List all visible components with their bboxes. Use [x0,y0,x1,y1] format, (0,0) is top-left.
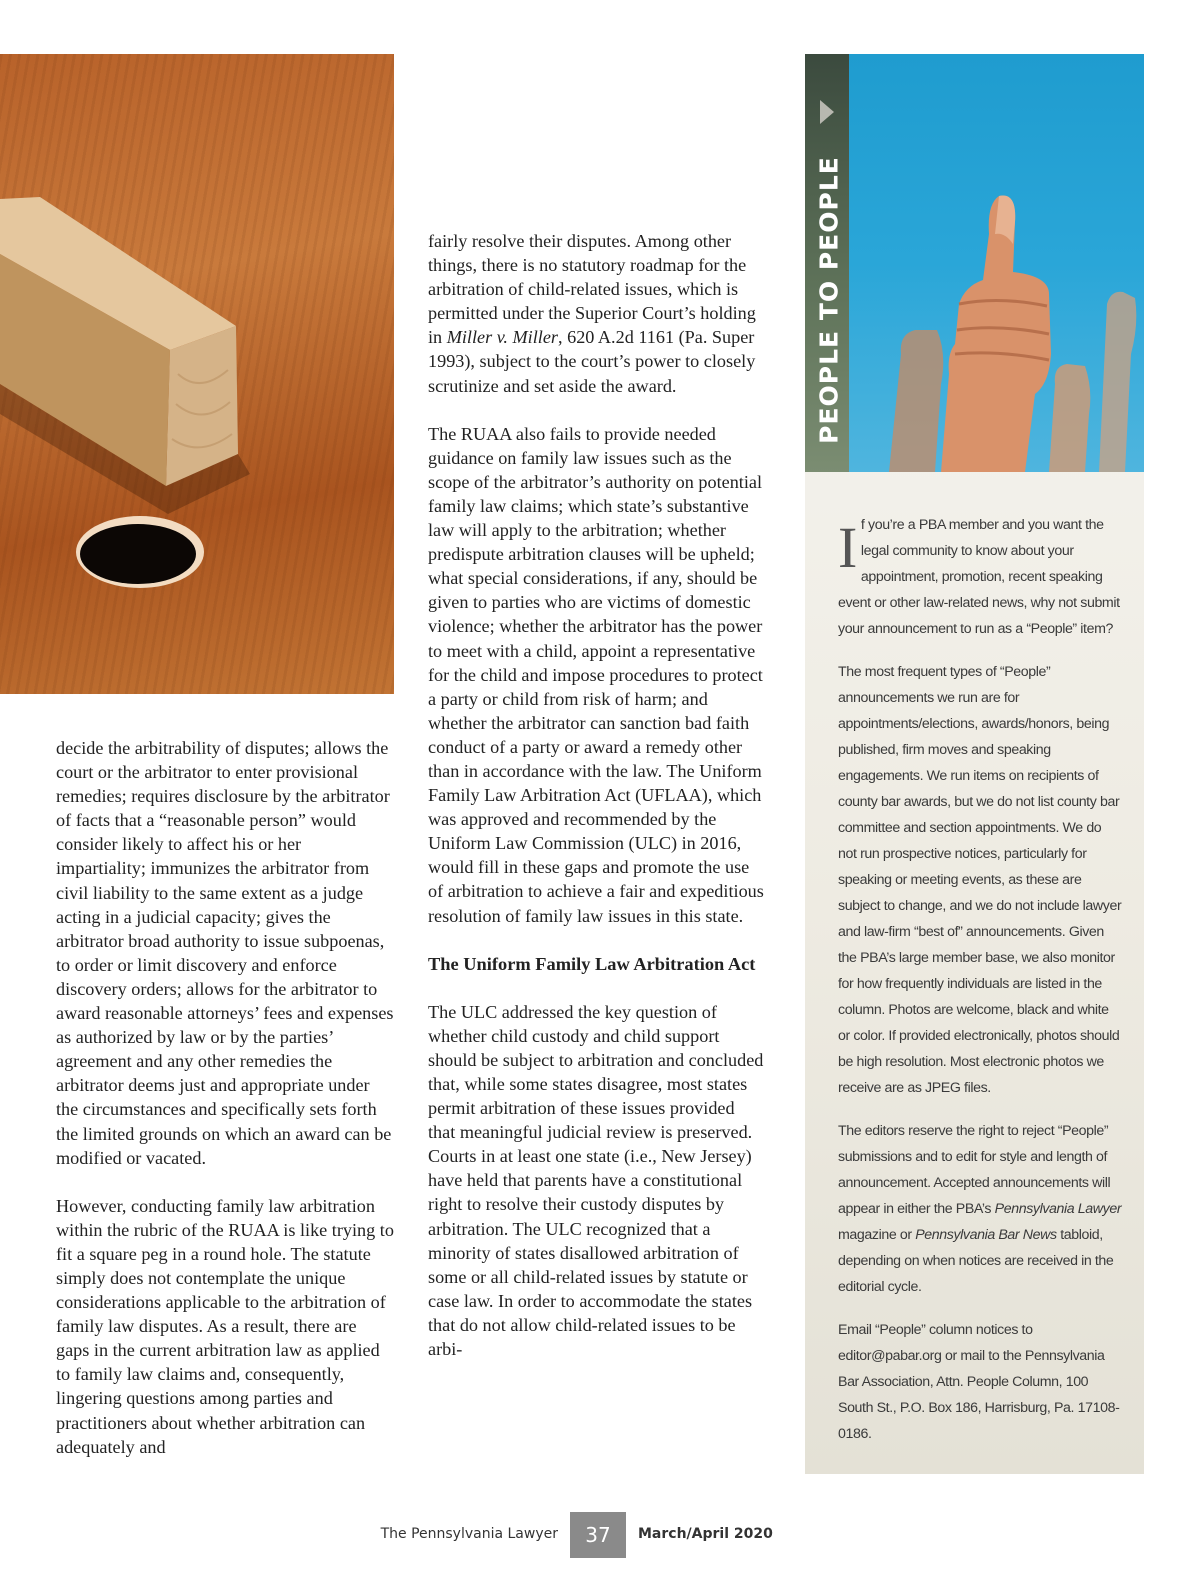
sidebar-paragraph-3-text-c: tabloid, depending on when notices are received in the editorial cycle. [838,1227,1114,1295]
sidebar-paragraph-3-text-b: magazine or [838,1227,916,1243]
sidebar-paragraph-2: The most frequent types of “People” announcements we run are for appointments/elections, awards/honors, being published, firm moves and speaking engagements. We run items on recipients of county bar awards, but we do not list county bar committee and section appointments. We do not run prospective notices, particularly for speaking or meeting events, as these are subject to change, and we do not include lawyer and law-firm “best of” announcements. Given the PBA’s large member base, we also monitor for how frequently individuals are listed in the column. Photos are welcome, black and white or color. If provided electronically, photos should be high resolution. Most electronic photos we receive are as JPEG files. [838,664,1122,1096]
sidebar-title: PEOPLE TO PEOPLE [814,156,844,444]
col2-paragraph-1-text-a: fairly resolve their disputes. Among other things, there is no statutory roadmap for the arbitration of child-related issues, which is permitted under the Superior Court’s holding in [428,231,756,348]
footer-publication: The Pennsylvania Lawyer [380,1526,558,1542]
col2-paragraph-2: The RUAA also fails to provide needed guidance on family law issues such as the scope of the arbitrator’s authority on potential family law claims; which state’s substantive law will apply to the arbitration; whether predispute arbitration clauses will be upheld; what special considerations, if any, should be given to parties who are victims of domestic violence; whether the arbitrator has the power to meet with a child, appoint a representative for the child and impose procedures to protect a party or child from risk of harm; and whether the arbitrator can sanction bad faith conduct of a party or award a remedy other than in accordance with the law. The Uniform Family Law Arbitration Act (UFLAA), which was approved and recommended by the Uniform Law Commission (ULC) in 2016, would fill in these gaps and promote the use of arbitration to achieve a fair and expeditious resolution of family law issues in this state. [428,423,764,926]
square-peg-illustration [0,54,394,694]
magazine-title: Pennsylvania Lawyer [994,1201,1122,1217]
case-citation: Miller v. Miller [446,327,558,348]
sidebar-header [805,54,1144,472]
thumbs-up-illustration [849,54,1144,472]
sidebar-paragraph-3-text-a: The editors reserve the right to reject “People” submissions and to edit for style and length of announcement. Accepted announcements will appear in either the PBA’s [838,1123,1111,1217]
sidebar-paragraph-1 [838,512,1123,642]
sidebar-paragraph-4: Email “People” column notices to editor@pabar.org or mail to the Pennsylvania Bar Association, Attn. People Column, 100 South St., P.O. Box 186, Harrisburg, Pa. 17108-0186. [838,1322,1120,1442]
footer-issue: March/April 2020 [638,1526,773,1542]
page-number: 37 [570,1512,626,1558]
article-column-2 [428,229,766,1385]
page-footer [0,1512,1200,1560]
tabloid-title: Pennsylvania Bar News [915,1227,1057,1243]
col1-paragraph-1: decide the arbitrability of disputes; allows the court or the arbitrator to enter provisional remedies; requires disclosure by the arbitrator of facts that a “reasonable person” would consider likely to affect his or her impartiality; immunizes the arbitrator from civil liability to the same extent as a judge acting in a judicial capacity; gives the arbitrator broad authority to issue subpoenas, to order or limit discovery and enforce discovery orders; allows for the arbitrator to award reasonable attorneys’ fees and expenses as authorized by law or by the parties’ agreement and any other remedies the arbitrator deems just and appropriate under the circumstances and specifically sets forth the limited grounds on which an award can be modified or vacated. [56,738,394,1168]
section-heading: The Uniform Family Law Arbitration Act [428,953,756,974]
photo-square-peg [0,54,394,694]
article-column-1 [56,736,394,1483]
people-to-people-sidebar [805,54,1144,1474]
sidebar-paragraph-1-text: f you’re a PBA member and you want the legal community to know about your appointment, promotion, recent speaking event or other law-related news, why not submit your announcement to run as a “People” item? [838,517,1120,637]
sidebar-body [838,512,1123,1464]
dropcap: I [838,515,857,580]
sidebar-paragraph-3 [838,1118,1123,1300]
sidebar-title-band [805,54,849,472]
col1-paragraph-2: However, conducting family law arbitration within the rubric of the RUAA is like trying to fit a square peg in a round hole. The statute simply does not contemplate the unique considerations applicable to the arbitration of family law disputes. As a result, there are gaps in the current arbitration law as applied to family law claims and, consequently, lingering questions among parties and practitioners about whether arbitration can adequately and [56,1195,394,1457]
photo-thumbs-up [849,54,1144,472]
col2-paragraph-1 [428,229,766,398]
arrow-right-icon [820,100,834,124]
col2-paragraph-3: The ULC addressed the key question of whether child custody and child support should be subject to arbitration and concluded that, while some states disagree, most states permit arbitration of these issues provided that meaningful judicial review is preserved. Courts in at least one state (i.e., New Jersey) have held that parents have a constitutional right to resolve their custody disputes by arbitration. The ULC recognized that a minority of states disallowed arbitration of some or all child-related issues by statute or case law. In order to accommodate the states that do not allow child-related issues to be arbi- [428,1001,764,1360]
col2-paragraph-1-text-b: , 620 A.2d 1161 (Pa. Super 1993), subject to the court’s power to closely scrutinize and set aside the award. [428,327,756,396]
